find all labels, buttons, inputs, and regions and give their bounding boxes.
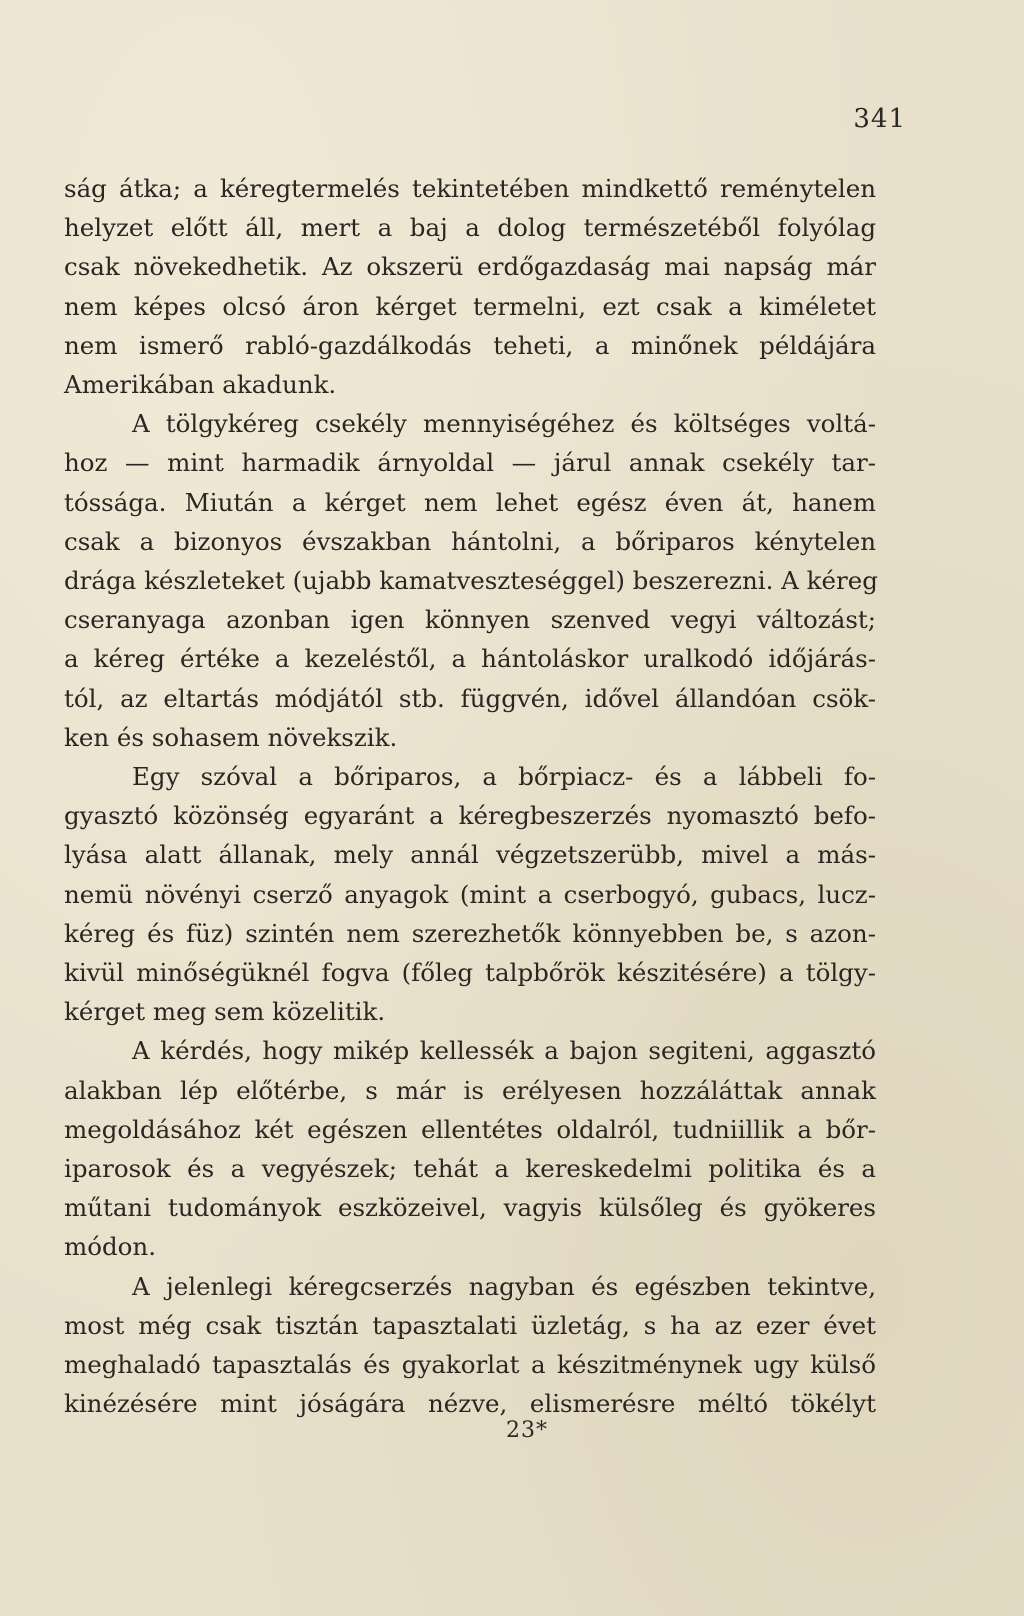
page-number: 341: [853, 104, 906, 134]
text-line: csak a bizonyos évszakban hántolni, a bőriparos kénytelen: [64, 526, 876, 556]
text-line: hoz — mint harmadik árnyoldal — járul annak csekély tar-: [64, 448, 876, 478]
text-line: csak növekedhetik. Az okszerü erdőgazdaság mai napság már: [64, 252, 876, 282]
text-line: kinézésére mint jóságára nézve, elismerésre méltó tökélyt: [64, 1389, 876, 1419]
text-line: kéreg és füz) szintén nem szerezhetők könnyebben be, s azon-: [64, 918, 876, 948]
text-line: Amerikában akadunk.: [64, 370, 337, 400]
text-line: nem ismerő rabló-gazdálkodás teheti, a minőnek példájára: [64, 330, 876, 360]
text-line: A kérdés, hogy mikép kellessék a bajon segiteni, aggasztó: [132, 1036, 876, 1066]
text-line: Egy szóval a bőriparos, a bőrpiacz- és a lábbeli fo-: [132, 762, 876, 792]
text-line: drága készleteket (ujabb kamatveszteséggel) beszerezni. A kéreg: [64, 566, 878, 596]
text-line: ken és sohasem növekszik.: [64, 722, 398, 752]
text-line: iparosok és a vegyészek; tehát a kereskedelmi politika és a: [64, 1154, 876, 1184]
text-line: cseranyaga azonban igen könnyen szenved vegyi változást;: [64, 605, 876, 635]
text-line: kivül minőségüknél fogva (főleg talpbőrök készitésére) a tölgy-: [64, 958, 876, 988]
text-line: helyzet előtt áll, mert a baj a dolog természetéből folyólag: [64, 213, 876, 243]
text-line: megoldásához két egészen ellentétes oldalról, tudniillik a bőr-: [64, 1114, 876, 1144]
text-line: ság átka; a kéregtermelés tekintetében mindkettő reménytelen: [64, 174, 876, 203]
text-line: tóssága. Miután a kérget nem lehet egész éven át, hanem: [64, 487, 876, 517]
text-line: A tölgykéreg csekély mennyiségéhez és költséges voltá-: [132, 409, 876, 439]
text-line: műtani tudományok eszközeivel, vagyis külsőleg és gyökeres: [64, 1193, 876, 1223]
text-line: tól, az eltartás módjától stb. függvén, idővel állandóan csök-: [64, 683, 876, 713]
body-text: [64, 169, 876, 1424]
text-line: meghaladó tapasztalás és gyakorlat a készitménynek ugy külső: [64, 1350, 876, 1380]
text-line: gyasztó közönség egyaránt a kéregbeszerzés nyomasztó befo-: [64, 801, 876, 831]
text-line: nem képes olcsó áron kérget termelni, ezt csak a kiméletet: [64, 291, 876, 321]
text-line: A jelenlegi kéregcserzés nagyban és egészben tekintve,: [132, 1271, 876, 1301]
text-line: nemü növényi cserző anyagok (mint a cserbogyó, gubacs, lucz-: [64, 879, 876, 909]
text-line: alakban lép előtérbe, s már is erélyesen hozzáláttak annak: [64, 1075, 876, 1105]
text-line: módon.: [64, 1232, 156, 1262]
signature-mark: [0, 1418, 1024, 1443]
signature-mark-text: 23*: [506, 1418, 548, 1443]
text-line: kérget meg sem közelitik.: [64, 997, 386, 1027]
text-line: most még csak tisztán tapasztalati üzletág, s ha az ezer évet: [64, 1310, 876, 1340]
text-line: a kéreg értéke a kezeléstől, a hántoláskor uralkodó időjárás-: [64, 644, 876, 674]
text-line: lyása alatt állanak, mely annál végzetszerübb, mivel a más-: [64, 840, 876, 870]
